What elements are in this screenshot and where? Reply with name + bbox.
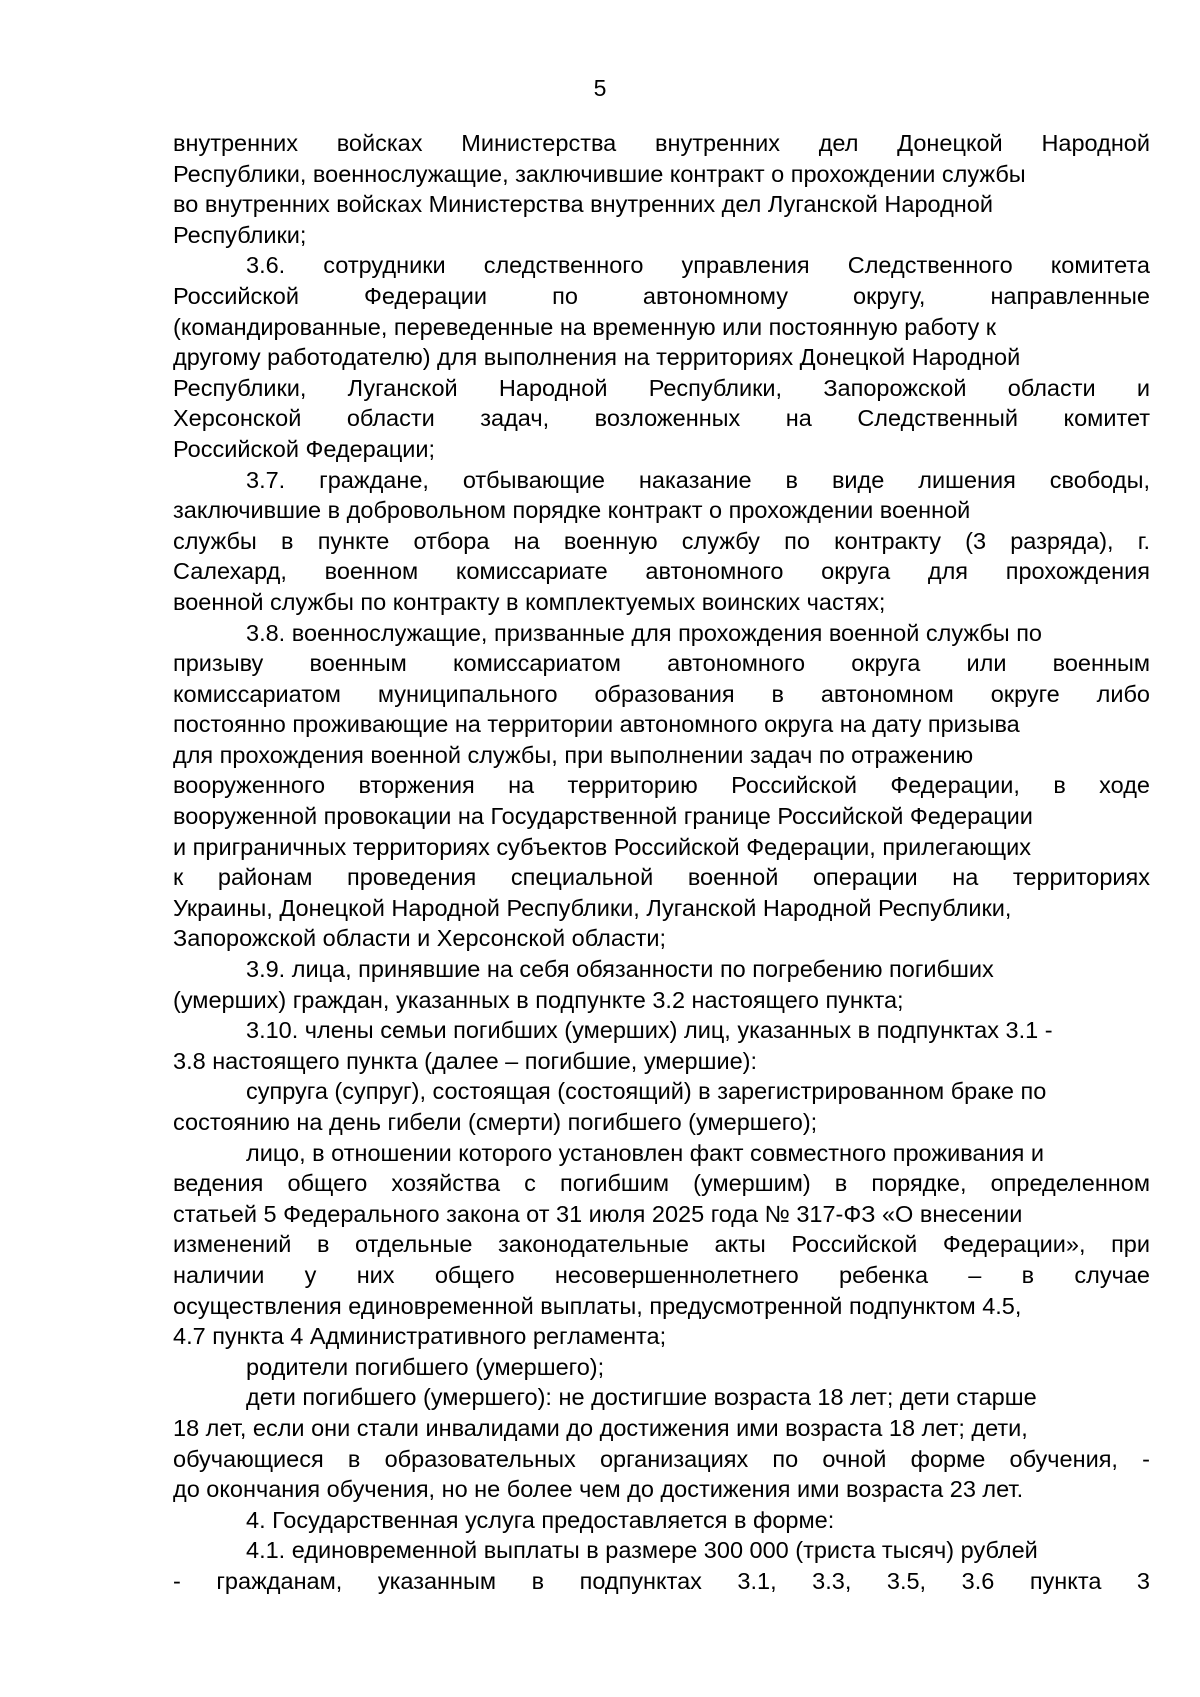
- text-line: 3.8 настоящего пункта (далее – погибшие, умершие):: [173, 1047, 758, 1074]
- text-line: другому работодателю) для выполнения на территориях Донецкой Народной: [173, 344, 1021, 371]
- text-line: 3.10. члены семьи погибших (умерших) лиц, указанных в подпунктах 3.1 -: [246, 1017, 1053, 1044]
- text-line: 3.8. военнослужащие, призванные для прохождения военной службы по: [246, 619, 1043, 646]
- text-line: Республики, военнослужащие, заключившие контракт о прохождении службы: [173, 160, 1026, 187]
- text-line: родители погибшего (умершего);: [246, 1353, 605, 1380]
- text-line: ведения общего хозяйства с погибшим (умершим) в порядке, определенном: [173, 1170, 1150, 1197]
- text-line: 3.7. граждане, отбывающие наказание в виде лишения свободы,: [246, 466, 1150, 493]
- text-line: Российской Федерации по автономному округу, направленные: [173, 282, 1150, 309]
- text-line: до окончания обучения, но не более чем до достижения ими возраста 23 лет.: [173, 1476, 1024, 1503]
- text-line: супруга (супруг), состоящая (состоящий) в зарегистрированном браке по: [246, 1078, 1047, 1105]
- page-number: 5: [593, 75, 607, 101]
- text-line: Российской Федерации;: [173, 435, 436, 462]
- text-line: Украины, Донецкой Народной Республики, Луганской Народной Республики,: [173, 894, 1012, 921]
- text-line: Республики, Луганской Народной Республики, Запорожской области и: [173, 374, 1150, 401]
- text-line: заключившие в добровольном порядке контракт о прохождении военной: [173, 497, 971, 524]
- text-line: к районам проведения специальной военной операции на территориях: [173, 864, 1150, 891]
- text-line: осуществления единовременной выплаты, предусмотренной подпунктом 4.5,: [173, 1292, 1022, 1319]
- text-line: службы в пункте отбора на военную службу по контракту (3 разряда), г.: [173, 527, 1150, 554]
- text-line: постоянно проживающие на территории автономного округа на дату призыва: [173, 711, 1020, 738]
- text-line: наличии у них общего несовершеннолетнего ребенка – в случае: [173, 1261, 1150, 1288]
- text-line: 3.9. лица, принявшие на себя обязанности по погребению погибших: [246, 956, 994, 983]
- text-line: дети погибшего (умершего): не достигшие возраста 18 лет; дети старше: [246, 1384, 1037, 1411]
- text-line: 18 лет, если они стали инвалидами до достижения ими возраста 18 лет; дети,: [173, 1414, 1028, 1441]
- text-line: призыву военным комиссариатом автономного округа или военным: [173, 650, 1150, 677]
- text-line: 4.7 пункта 4 Административного регламента;: [173, 1323, 667, 1350]
- text-line: статьей 5 Федерального закона от 31 июля 2025 года № 317-ФЗ «О внесении: [173, 1200, 1023, 1227]
- text-line: (командированные, переведенные на временную или постоянную работу к: [173, 313, 997, 340]
- text-line: военной службы по контракту в комплектуемых воинских частях;: [173, 588, 886, 615]
- text-line: 4. Государственная услуга предоставляется в форме:: [246, 1506, 835, 1533]
- text-line: внутренних войсках Министерства внутренних дел Донецкой Народной: [173, 130, 1150, 156]
- text-line: Запорожской области и Херсонской области;: [173, 925, 667, 952]
- document-body: [173, 128, 1150, 1597]
- text-line: и приграничных территориях субъектов Российской Федерации, прилегающих: [173, 833, 1031, 860]
- text-line: Республики;: [173, 221, 307, 248]
- text-line: (умерших) граждан, указанных в подпункте 3.2 настоящего пункта;: [173, 986, 904, 1013]
- text-line: - гражданам, указанным в подпунктах 3.1, 3.3, 3.5, 3.6 пункта 3: [173, 1567, 1150, 1594]
- text-line: состоянию на день гибели (смерти) погибшего (умершего);: [173, 1109, 818, 1135]
- text-line: для прохождения военной службы, при выполнении задач по отражению: [173, 741, 974, 768]
- text-line: обучающиеся в образовательных организациях по очной форме обучения, -: [173, 1445, 1150, 1472]
- text-line: Херсонской области задач, возложенных на Следственный комитет: [173, 405, 1150, 432]
- text-line: 3.6. сотрудники следственного управления Следственного комитета: [246, 252, 1150, 279]
- text-line: во внутренних войсках Министерства внутренних дел Луганской Народной: [173, 191, 993, 218]
- text-line: вооруженного вторжения на территорию Российской Федерации, в ходе: [173, 772, 1150, 799]
- text-line: Салехард, военном комиссариате автономного округа для прохождения: [173, 558, 1150, 585]
- text-line: вооруженной провокации на Государственной границе Российской Федерации: [173, 803, 1033, 830]
- text-line: изменений в отдельные законодательные акты Российской Федерации», при: [173, 1231, 1150, 1258]
- text-line: 4.1. единовременной выплаты в размере 300 000 (триста тысяч) рублей: [246, 1537, 1038, 1564]
- text-line: лицо, в отношении которого установлен факт совместного проживания и: [246, 1139, 1044, 1166]
- text-line: комиссариатом муниципального образования в автономном округе либо: [173, 680, 1150, 707]
